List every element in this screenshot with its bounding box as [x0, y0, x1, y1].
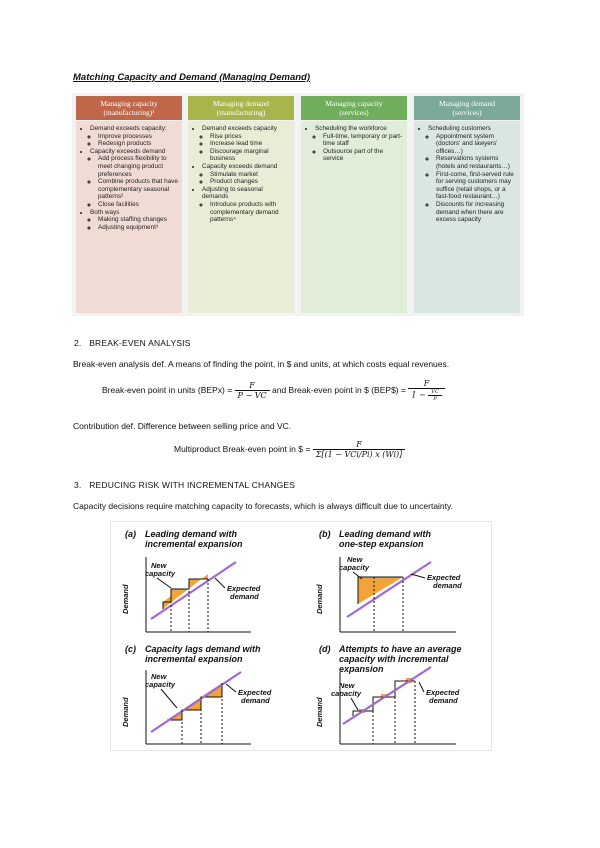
column-header-line1: Managing capacity [325, 99, 383, 108]
column-header-line2: (manufacturing)¹ [103, 108, 155, 117]
break-even-formulas [102, 379, 445, 402]
panel-title: one-step expansion [339, 539, 424, 549]
list-item: ◦ Close facilities [98, 201, 178, 209]
column-header [301, 96, 407, 120]
new-capacity-label: New [347, 555, 363, 564]
formula-numerator: F [356, 440, 362, 449]
new-capacity-label: capacity [145, 680, 176, 689]
formula-label: Break-even point in units (BEPx) = [102, 384, 233, 395]
capacity-line [163, 579, 208, 609]
expected-demand-label: Expected [238, 688, 272, 697]
list-item: • Demand exceeds capacity ◦ Rise prices ◦ Increase lead time ◦ Discourage marginal business [202, 125, 290, 163]
expected-demand-label: Expected [426, 688, 460, 697]
axis-label: Demand [315, 584, 324, 614]
formula-inner-fraction: $\frac{VC}{P}$ [428, 389, 441, 402]
panel-title: incremental expansion [145, 654, 243, 664]
section-title: BREAK-EVEN ANALYSIS [89, 338, 191, 348]
column-header-line1: Managing demand [212, 99, 270, 108]
column-body [76, 121, 182, 313]
callout-line [226, 684, 236, 692]
list-item: • Both ways ◦ Making staffing changes ◦ Adjusting equipment³ [90, 209, 178, 232]
table-column-1 [76, 96, 182, 314]
column-header [188, 96, 294, 120]
panel-d [315, 644, 462, 744]
formula-numerator: F [423, 379, 430, 388]
list-item: ◦ Appointment system (doctors' and lawyers' offices…) [436, 133, 516, 156]
panel-title: capacity with incremental [339, 654, 449, 664]
capacity-surplus-area [358, 577, 403, 604]
figure-svg [111, 522, 491, 750]
list-item: ◦ Outsource part of the service [323, 148, 403, 163]
callout-line [215, 578, 225, 588]
panel-title: incremental expansion [145, 539, 243, 549]
column-header [76, 96, 182, 120]
list-item: ◦ Discounts for increasing demand when there are excess capacity [436, 201, 516, 224]
formula-multiproduct [313, 440, 406, 459]
panel-title: Attempts to have an average [339, 644, 462, 654]
section-number: 3. [74, 480, 82, 490]
formula-denominator: 1 − $\frac{VC}{P}$ [408, 388, 444, 402]
formula-label: Multiproduct Break-even point in $ = [174, 443, 311, 454]
panel-b [315, 529, 462, 632]
section-title: REDUCING RISK WITH INCREMENTAL CHANGES [89, 480, 296, 490]
axis-label: Demand [121, 584, 130, 614]
list-item: ◦ Rise prices [210, 133, 290, 141]
section-3-heading [74, 480, 295, 490]
list-item: ◦ Stimulate market [210, 171, 290, 179]
panel-letter: (b) [319, 529, 331, 539]
formula-bep-dollars [408, 379, 444, 402]
column-header [414, 96, 520, 120]
column-body [188, 121, 294, 313]
new-capacity-label: capacity [339, 563, 370, 572]
panel-title: Leading demand with [339, 529, 432, 539]
expected-demand-label: demand [241, 696, 270, 705]
column-header-line2: (services) [452, 108, 482, 117]
callout-line [419, 682, 424, 692]
list-item: • Adjusting to seasonal demands ◦ Introduce products with complementary demand patterns⁴ [202, 186, 290, 224]
list-item: ◦ Add process flexibility to meet changing product preferences [98, 155, 178, 178]
list-item: • Capacity exceeds demand ◦ Add process flexibility to meet changing product preferences ◦ Combine products that have complementary seasonal patterns² ◦ Close facilities [90, 148, 178, 209]
formula-label: and Break-even point in $ (BEP$) = [272, 384, 406, 395]
formula-bepx [235, 381, 270, 400]
capacity-demand-table [72, 93, 524, 316]
callout-line [411, 574, 425, 578]
column-body [414, 121, 520, 313]
panel-letter: (a) [125, 529, 136, 539]
new-capacity-label: New [339, 681, 355, 690]
section-3-text: Capacity decisions require matching capacity to forecasts, which is always difficult due to uncertainty. [73, 501, 454, 511]
page-heading: Matching Capacity and Demand (Managing Demand) [73, 72, 310, 83]
list-item: ◦ Product changes [210, 178, 290, 186]
list-item: ◦ Making staffing changes [98, 216, 178, 224]
break-even-definition: Break-even analysis def. A means of finding the point, in $ and units, at which costs equal revenues. [73, 359, 450, 369]
list-item: ◦ Introduce products with complementary demand patterns⁴ [210, 201, 290, 224]
panel-title: Capacity lags demand with [145, 644, 261, 654]
column-header-line2: (manufacturing) [216, 108, 266, 117]
panel-letter: (d) [319, 644, 331, 654]
list-item: ◦ Reservations systems (hotels and restaurants…) [436, 155, 516, 170]
table-column-4 [414, 96, 520, 314]
axis-label: Demand [121, 697, 130, 727]
panel-letter: (c) [125, 644, 136, 654]
column-body [301, 121, 407, 313]
callout-line [351, 698, 358, 710]
expected-demand-label: demand [433, 581, 462, 590]
list-item: ◦ Improve processes [98, 133, 178, 141]
list-item: ◦ Adjusting equipment³ [98, 224, 178, 232]
expected-demand-label: Expected [427, 573, 461, 582]
multiproduct-formula [174, 440, 405, 459]
formula-numerator: F [249, 381, 255, 390]
axis-label: Demand [315, 697, 324, 727]
panel-title: Leading demand with [145, 529, 238, 539]
list-item: ◦ Redesign products [98, 140, 178, 148]
panel-title: expansion [339, 664, 384, 674]
table-column-3 [301, 96, 407, 314]
capacity-shortage-area [201, 683, 222, 697]
callout-line [161, 689, 177, 708]
new-capacity-label: capacity [331, 689, 362, 698]
column-header-line1: Managing demand [438, 99, 496, 108]
formula-denominator: Σ[(1 − VCi/Pi) x (Wi)] [313, 449, 406, 459]
new-capacity-label: New [151, 561, 167, 570]
list-item: ◦ Full-time, temporary or part-time staff [323, 133, 403, 148]
new-capacity-label: capacity [145, 569, 176, 578]
column-header-line2: (services) [339, 108, 369, 117]
list-item: ◦ First-come, first-served rule for serving customers may suffice (retail shops, or a fast-food restaurant…) [436, 171, 516, 201]
column-header-line1: Managing capacity [100, 99, 158, 108]
list-item: ◦ Increase lead time [210, 140, 290, 148]
list-item: ◦ Combine products that have complementary seasonal patterns² [98, 178, 178, 201]
panel-c [121, 644, 272, 744]
list-item: • Scheduling the workforce ◦ Full-time, temporary or part-time staff ◦ Outsource part of the service [315, 125, 403, 163]
capacity-expansion-figure [110, 521, 492, 751]
panel-a [121, 529, 261, 632]
list-item: • Capacity exceeds demand ◦ Stimulate market ◦ Product changes [202, 163, 290, 186]
section-number: 2. [74, 338, 82, 348]
expected-demand-label: demand [230, 592, 259, 601]
list-item: • Scheduling customers ◦ Appointment system (doctors' and lawyers' offices…) ◦ Reservations systems (hotels and restaurants…) ◦ First-come, first-served rule for serving customers may suffice (retail shops, or a fast-food restaurant…) ◦ Discounts for increasing demand when there are excess capacity [428, 125, 516, 224]
contribution-definition: Contribution def. Difference between selling price and VC. [73, 421, 292, 431]
list-item: ◦ Discourage marginal business [210, 148, 290, 163]
list-item: • Demand exceeds capacity: ◦ Improve processes ◦ Redesign products [90, 125, 178, 148]
section-2-heading [74, 338, 191, 348]
expected-demand-label: Expected [227, 584, 261, 593]
table-column-2 [188, 96, 294, 314]
new-capacity-label: New [151, 672, 167, 681]
callout-line [157, 578, 171, 588]
formula-denominator: P − VC [235, 390, 270, 400]
capacity-shortage-area [182, 697, 201, 710]
expected-demand-label: demand [429, 696, 458, 705]
capacity-shortage-area [167, 710, 182, 720]
